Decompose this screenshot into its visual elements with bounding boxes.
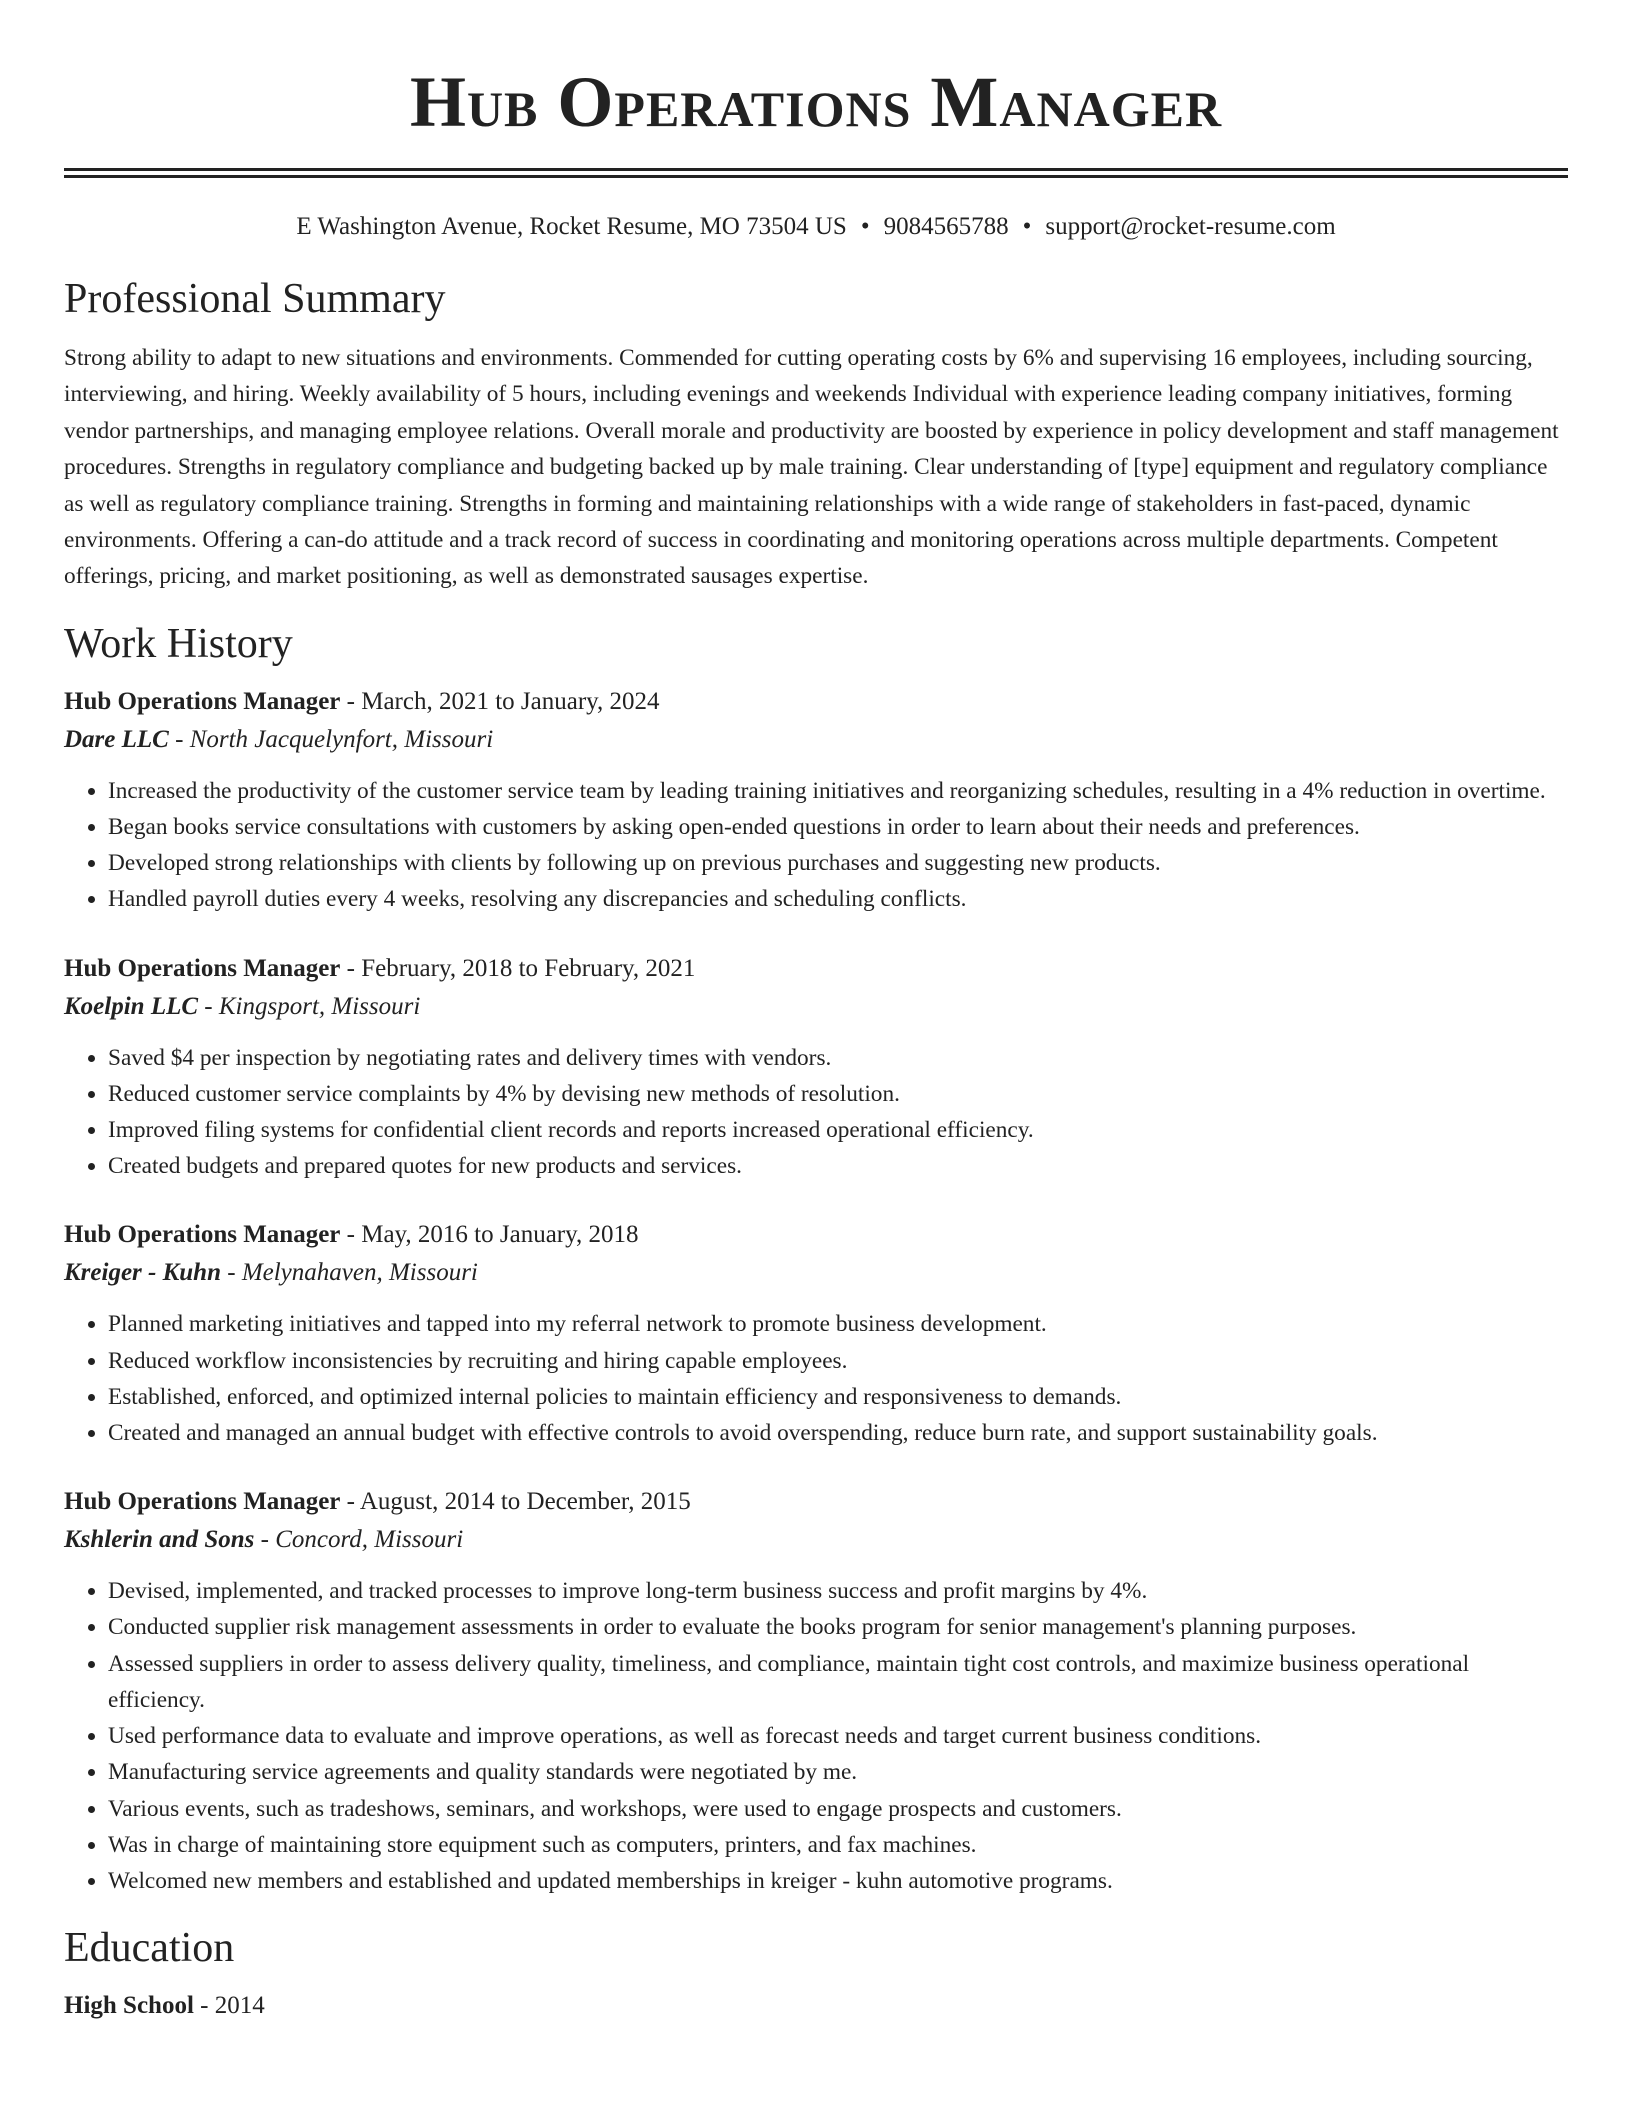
job-company-line: [64, 721, 1568, 759]
job-bullet: • Was in charge of maintaining store equipment such as computers, printers, and fax machines.: [108, 1827, 1568, 1863]
job-header: [64, 683, 1568, 721]
job-role: Hub Operations Manager: [64, 1488, 341, 1516]
job-dates: February, 2018 to February, 2021: [361, 954, 696, 982]
job-entry: [64, 1483, 1568, 1899]
job-dates: May, 2016 to January, 2018: [361, 1221, 639, 1249]
job-bullet: • Developed strong relationships with clients by following up on previous purchases and suggesting new products.: [108, 845, 1568, 881]
job-role: Hub Operations Manager: [64, 954, 341, 982]
job-bullet: • Saved $4 per inspection by negotiating rates and delivery times with vendors.: [108, 1040, 1568, 1076]
job-dates: March, 2021 to January, 2024: [361, 687, 660, 715]
job-bullets: [64, 1040, 1568, 1185]
job-company: Kreiger - Kuhn: [64, 1259, 221, 1287]
job-company-line: [64, 988, 1568, 1026]
job-entry: [64, 950, 1568, 1185]
contact-email: support@rocket-resume.com: [1045, 213, 1336, 240]
job-header: [64, 950, 1568, 988]
job-bullet: • Conducted supplier risk management assessments in order to evaluate the books program for senior management's planning purposes.: [108, 1609, 1568, 1645]
title-divider: [64, 168, 1568, 178]
job-bullets: [64, 1306, 1568, 1451]
job-dash: -: [346, 954, 355, 982]
job-company: Dare LLC: [64, 725, 169, 753]
contact-separator: •: [1022, 213, 1032, 240]
job-location: North Jacquelynfort, Missouri: [189, 725, 494, 753]
job-bullet: • Used performance data to evaluate and improve operations, as well as forecast needs and target current business conditions.: [108, 1718, 1568, 1754]
job-bullet: • Devised, implemented, and tracked processes to improve long-term business success and profit margins by 4%.: [108, 1573, 1568, 1609]
job-bullet: • Established, enforced, and optimized internal policies to maintain efficiency and responsiveness to demands.: [108, 1379, 1568, 1415]
job-bullet: • Planned marketing initiatives and tapped into my referral network to promote business development.: [108, 1306, 1568, 1342]
job-bullet: • Created and managed an annual budget with effective controls to avoid overspending, reduce burn rate, and support sustainability goals.: [108, 1415, 1568, 1451]
job-entry: [64, 683, 1568, 918]
contact-address: E Washington Avenue, Rocket Resume, MO 73504 US: [296, 213, 847, 240]
contact-line: [64, 212, 1568, 242]
job-bullet: • Improved filing systems for confidential client records and reports increased operational efficiency.: [108, 1112, 1568, 1148]
job-company-line: [64, 1521, 1568, 1559]
job-bullet: • Created budgets and prepared quotes for new products and services.: [108, 1148, 1568, 1184]
job-company-line: [64, 1254, 1568, 1292]
job-company: Kshlerin and Sons: [64, 1526, 255, 1554]
job-dash: -: [346, 1488, 355, 1516]
job-bullet: • Reduced workflow inconsistencies by recruiting and hiring capable employees.: [108, 1343, 1568, 1379]
job-bullets: [64, 1573, 1568, 1899]
job-bullet: • Manufacturing service agreements and quality standards were negotiated by me.: [108, 1754, 1568, 1790]
job-bullet: • Handled payroll duties every 4 weeks, resolving any discrepancies and scheduling conflicts.: [108, 881, 1568, 917]
summary-text: Strong ability to adapt to new situations and environments. Commended for cutting operating costs by 6% and supervising 16 employees, including sourcing, interviewing, and hiring. Weekly availability of 5 hours, including evenings and weekends Individual with experience leading company initiatives, forming vendor partnerships, and managing employee relations. Overall morale and productivity are boosted by experience in policy development and staff management procedures. Strengths in regulatory compliance and budgeting backed up by male training. Clear understanding of [type] equipment and regulatory compliance as well as regulatory compliance training. Strengths in forming and maintaining relationships with a wide range of stakeholders in fast-paced, dynamic environments. Offering a can-do attitude and a track record of success in coordinating and monitoring operations across multiple departments. Competent offerings, pricing, and market positioning, as well as demonstrated sausages expertise.: [64, 345, 1559, 590]
job-dash: -: [346, 687, 355, 715]
job-dash: -: [175, 725, 184, 753]
job-dash: -: [204, 992, 213, 1020]
education-school: High School: [64, 1992, 194, 2020]
work-history-heading: Work History: [64, 620, 293, 667]
contact-separator: •: [860, 213, 870, 240]
job-entry: [64, 1216, 1568, 1451]
job-dash: -: [260, 1526, 269, 1554]
job-header: [64, 1483, 1568, 1521]
job-header: [64, 1216, 1568, 1254]
job-location: Concord, Missouri: [275, 1526, 464, 1554]
job-role: Hub Operations Manager: [64, 687, 341, 715]
education-dash: -: [200, 1992, 209, 2020]
job-bullet: • Various events, such as tradeshows, seminars, and workshops, were used to engage prospects and customers.: [108, 1791, 1568, 1827]
education-entry: [64, 1987, 1568, 2025]
job-bullet: • Reduced customer service complaints by 4% by devising new methods of resolution.: [108, 1076, 1568, 1112]
job-bullet: • Assessed suppliers in order to assess delivery quality, timeliness, and compliance, maintain tight cost controls, and maximize business operational efficiency.: [108, 1646, 1568, 1718]
job-location: Melynahaven, Missouri: [241, 1259, 478, 1287]
job-dash: -: [346, 1221, 355, 1249]
job-company: Koelpin LLC: [64, 992, 199, 1020]
contact-phone: 9084565788: [883, 213, 1009, 240]
job-location: Kingsport, Missouri: [218, 992, 421, 1020]
resume-title: Hub Operations Manager: [409, 62, 1223, 142]
job-bullet: • Welcomed new members and established and updated memberships in kreiger - kuhn automotive programs.: [108, 1863, 1568, 1899]
work-history-list: [64, 683, 1568, 1899]
education-year: 2014: [214, 1992, 265, 2020]
education-heading: Education: [64, 1925, 235, 1972]
job-bullet: • Began books service consultations with customers by asking open-ended questions in order to learn about their needs and preferences.: [108, 809, 1568, 845]
job-bullet: • Increased the productivity of the customer service team by leading training initiatives and reorganizing schedules, resulting in a 4% reduction in overtime.: [108, 773, 1568, 809]
job-dates: August, 2014 to December, 2015: [359, 1488, 691, 1516]
job-bullets: [64, 773, 1568, 918]
job-dash: -: [227, 1259, 236, 1287]
job-role: Hub Operations Manager: [64, 1221, 341, 1249]
summary-heading: Professional Summary: [64, 276, 446, 322]
